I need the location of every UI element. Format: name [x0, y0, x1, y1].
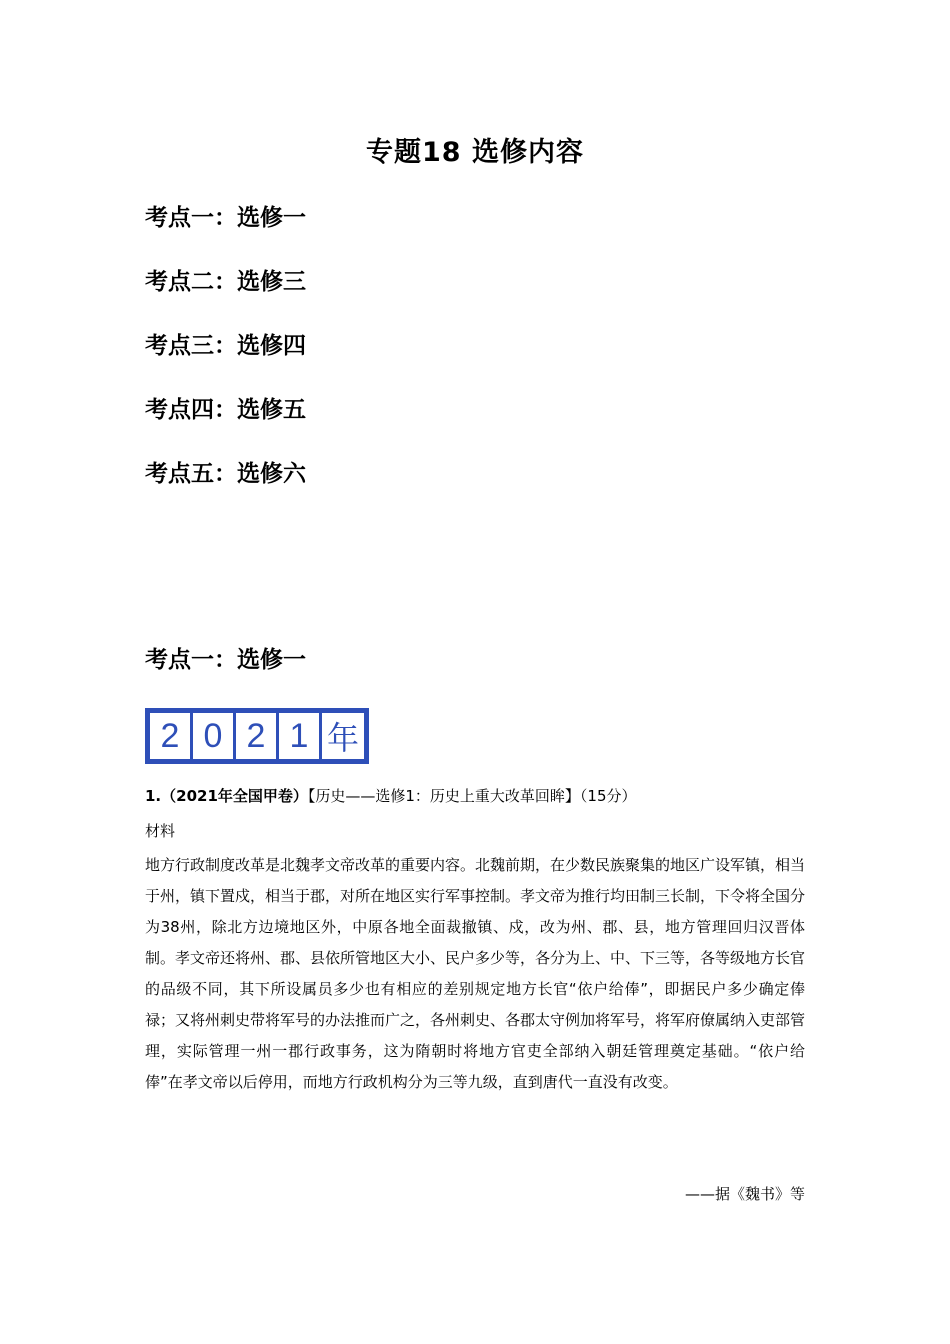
table-of-contents: [145, 200, 306, 520]
question-source: （2021年全国甲卷）: [161, 787, 308, 805]
material-text-block: [145, 850, 805, 1098]
toc-item: 考点一：选修一: [145, 205, 306, 231]
year-badge: [145, 708, 369, 764]
toc-item: 考点五：选修六: [145, 461, 306, 487]
year-char: 年: [322, 713, 364, 759]
material-source: ——据《魏书》等: [684, 1185, 805, 1203]
year-digit: 2: [150, 713, 190, 759]
year-digit: 2: [236, 713, 276, 759]
toc-item: 考点二：选修三: [145, 269, 306, 295]
section-heading: 考点一：选修一: [145, 647, 306, 673]
year-digit: 1: [279, 713, 319, 759]
material-label: 材料: [145, 822, 176, 840]
year-digit: 0: [193, 713, 233, 759]
material-paragraph: 地方行政制度改革是北魏孝文帝改革的重要内容。北魏前期，在少数民族聚集的地区广设军镇，相当于州，镇下置戍，相当于郡，对所在地区实行军事控制。孝文帝为推行均田制三长制，下令将全国分为38州，除北方边境地区外，中原各地全面裁撤镇、戍，改为州、郡、县，地方管理回归汉晋体制。孝文帝还将州、郡、县依所管地区大小、民户多少等，各分为上、中、下三等，各等级地方长官的品级不同，其下所设属员多少也有相应的差别规定地方长官“依户给俸”，即据民户多少确定俸禄；又将州刺史带将军号的办法推而广之，各州刺史、各郡太守例加将军号，将军府僚属纳入吏部管理，实际管理一州一郡行政事务，这为隋朝时将地方官吏全部纳入朝廷管理奠定基础。“依户给俸”在孝文帝以后停用，而地方行政机构分为三等九级，直到唐代一直没有改变。: [145, 856, 806, 1091]
page-title: 专题18 选修内容: [366, 137, 584, 168]
toc-item: 考点三：选修四: [145, 333, 306, 359]
question-header: [145, 785, 805, 807]
question-topic: 【历史——选修1：历史上重大改革回眸】（15分）: [307, 787, 637, 805]
toc-item: 考点四：选修五: [145, 397, 306, 423]
question-number: 1.: [145, 787, 162, 805]
